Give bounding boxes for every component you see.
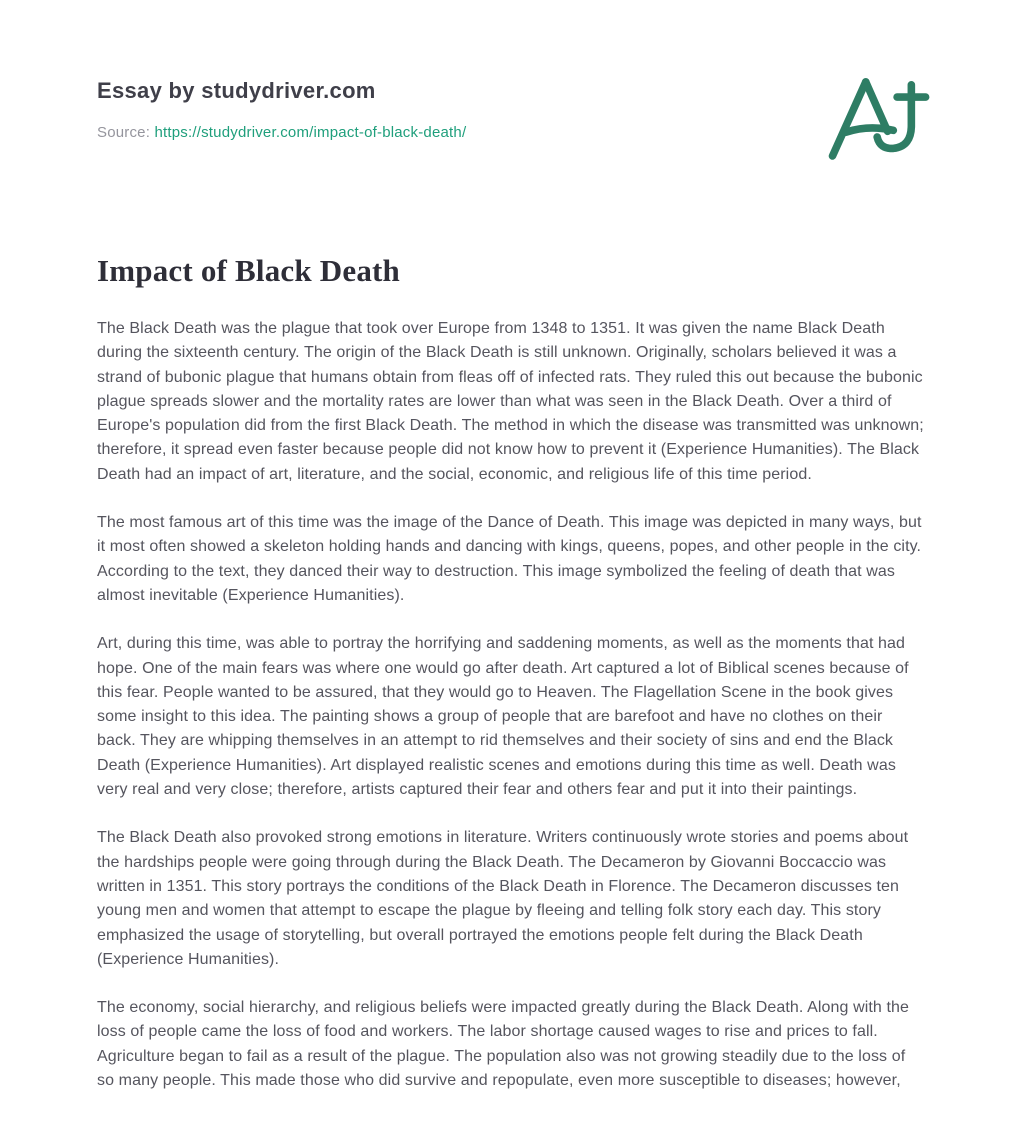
article-paragraph: Art, during this time, was able to portray the horrifying and saddening moments, as well as the moments that had hope. One of the main fears was where one would go after death. Art captured a lot of Biblical scenes because of this fear. People wanted to be assured, that they would go to Heaven. The Flagellation Scene in the book gives some insight to this idea. The painting shows a group of people that are barefoot and have no clothes on their back. They are whipping themselves in an attempt to rid themselves and their society of sins and end the Black Death (Experience Humanities). Art displayed realistic scenes and emotions during this time as well. Death was very real and very close; therefore, artists captured their fear and others fear and put it into their paintings. bbox=[97, 635, 909, 799]
article-paragraph: The Black Death was the plague that took over Europe from 1348 to 1351. It was given the name Black Death during the sixteenth century. The origin of the Black Death is still unknown. Originally, scholars believed it was a strand of bubonic plague that humans obtain from fleas off of infected rats. They ruled this out because the bubonic plague spreads slower and the mortality rates are lower than what was seen in the Black Death. Over a third of Europe's population did from the first Black Death. The method in which the disease was transmitted was unknown; therefore, it spread even faster because people did not know how to prevent it (Experience Humanities). The Black Death had an impact of art, literature, and the social, economic, and religious life of this time period. bbox=[97, 320, 924, 483]
source-label: Source: bbox=[97, 124, 151, 141]
article-paragraph: The most famous art of this time was the image of the Dance of Death. This image was depicted in many ways, but it most often showed a skeleton holding hands and dancing with kings, queens, popes, and other people in the city. According to the text, they danced their way to destruction. This image symbolized the feeling of death that was almost inevitable (Experience Humanities). bbox=[97, 514, 922, 604]
source-url-link[interactable]: https://studydriver.com/impact-of-black-death/ bbox=[154, 124, 467, 141]
article-paragraph: The economy, social hierarchy, and religious beliefs were impacted greatly during the Black Death. Along with the loss of people came the loss of food and workers. The labor shortage caused wages to rise and prices to fall. Agriculture began to fail as a result of the plague. The population also was not growing steadily due to the loss of so many people. This made those who did survive and repopulate, even more susceptible to diseases; however, bbox=[97, 999, 910, 1090]
article-paragraph: The Black Death also provoked strong emotions in literature. Writers continuously wrote stories and poems about the hardships people were going through during the Black Death. The Decameron by Giovanni Boccaccio was written in 1351. This story portrays the conditions of the Black Death in Florence. The Decameron discusses ten young men and women that attempt to escape the plague by fleeing and telling folk story each day. This story emphasized the usage of storytelling, but overall portrayed the emotions people felt during the Black Death (Experience Humanities). bbox=[97, 829, 909, 968]
essay-byline: Essay by studydriver.com bbox=[97, 78, 376, 103]
essay-content bbox=[97, 0, 925, 1117]
article-body bbox=[97, 317, 925, 1093]
source-line bbox=[97, 124, 925, 141]
article-title: Impact of Black Death bbox=[97, 253, 400, 288]
